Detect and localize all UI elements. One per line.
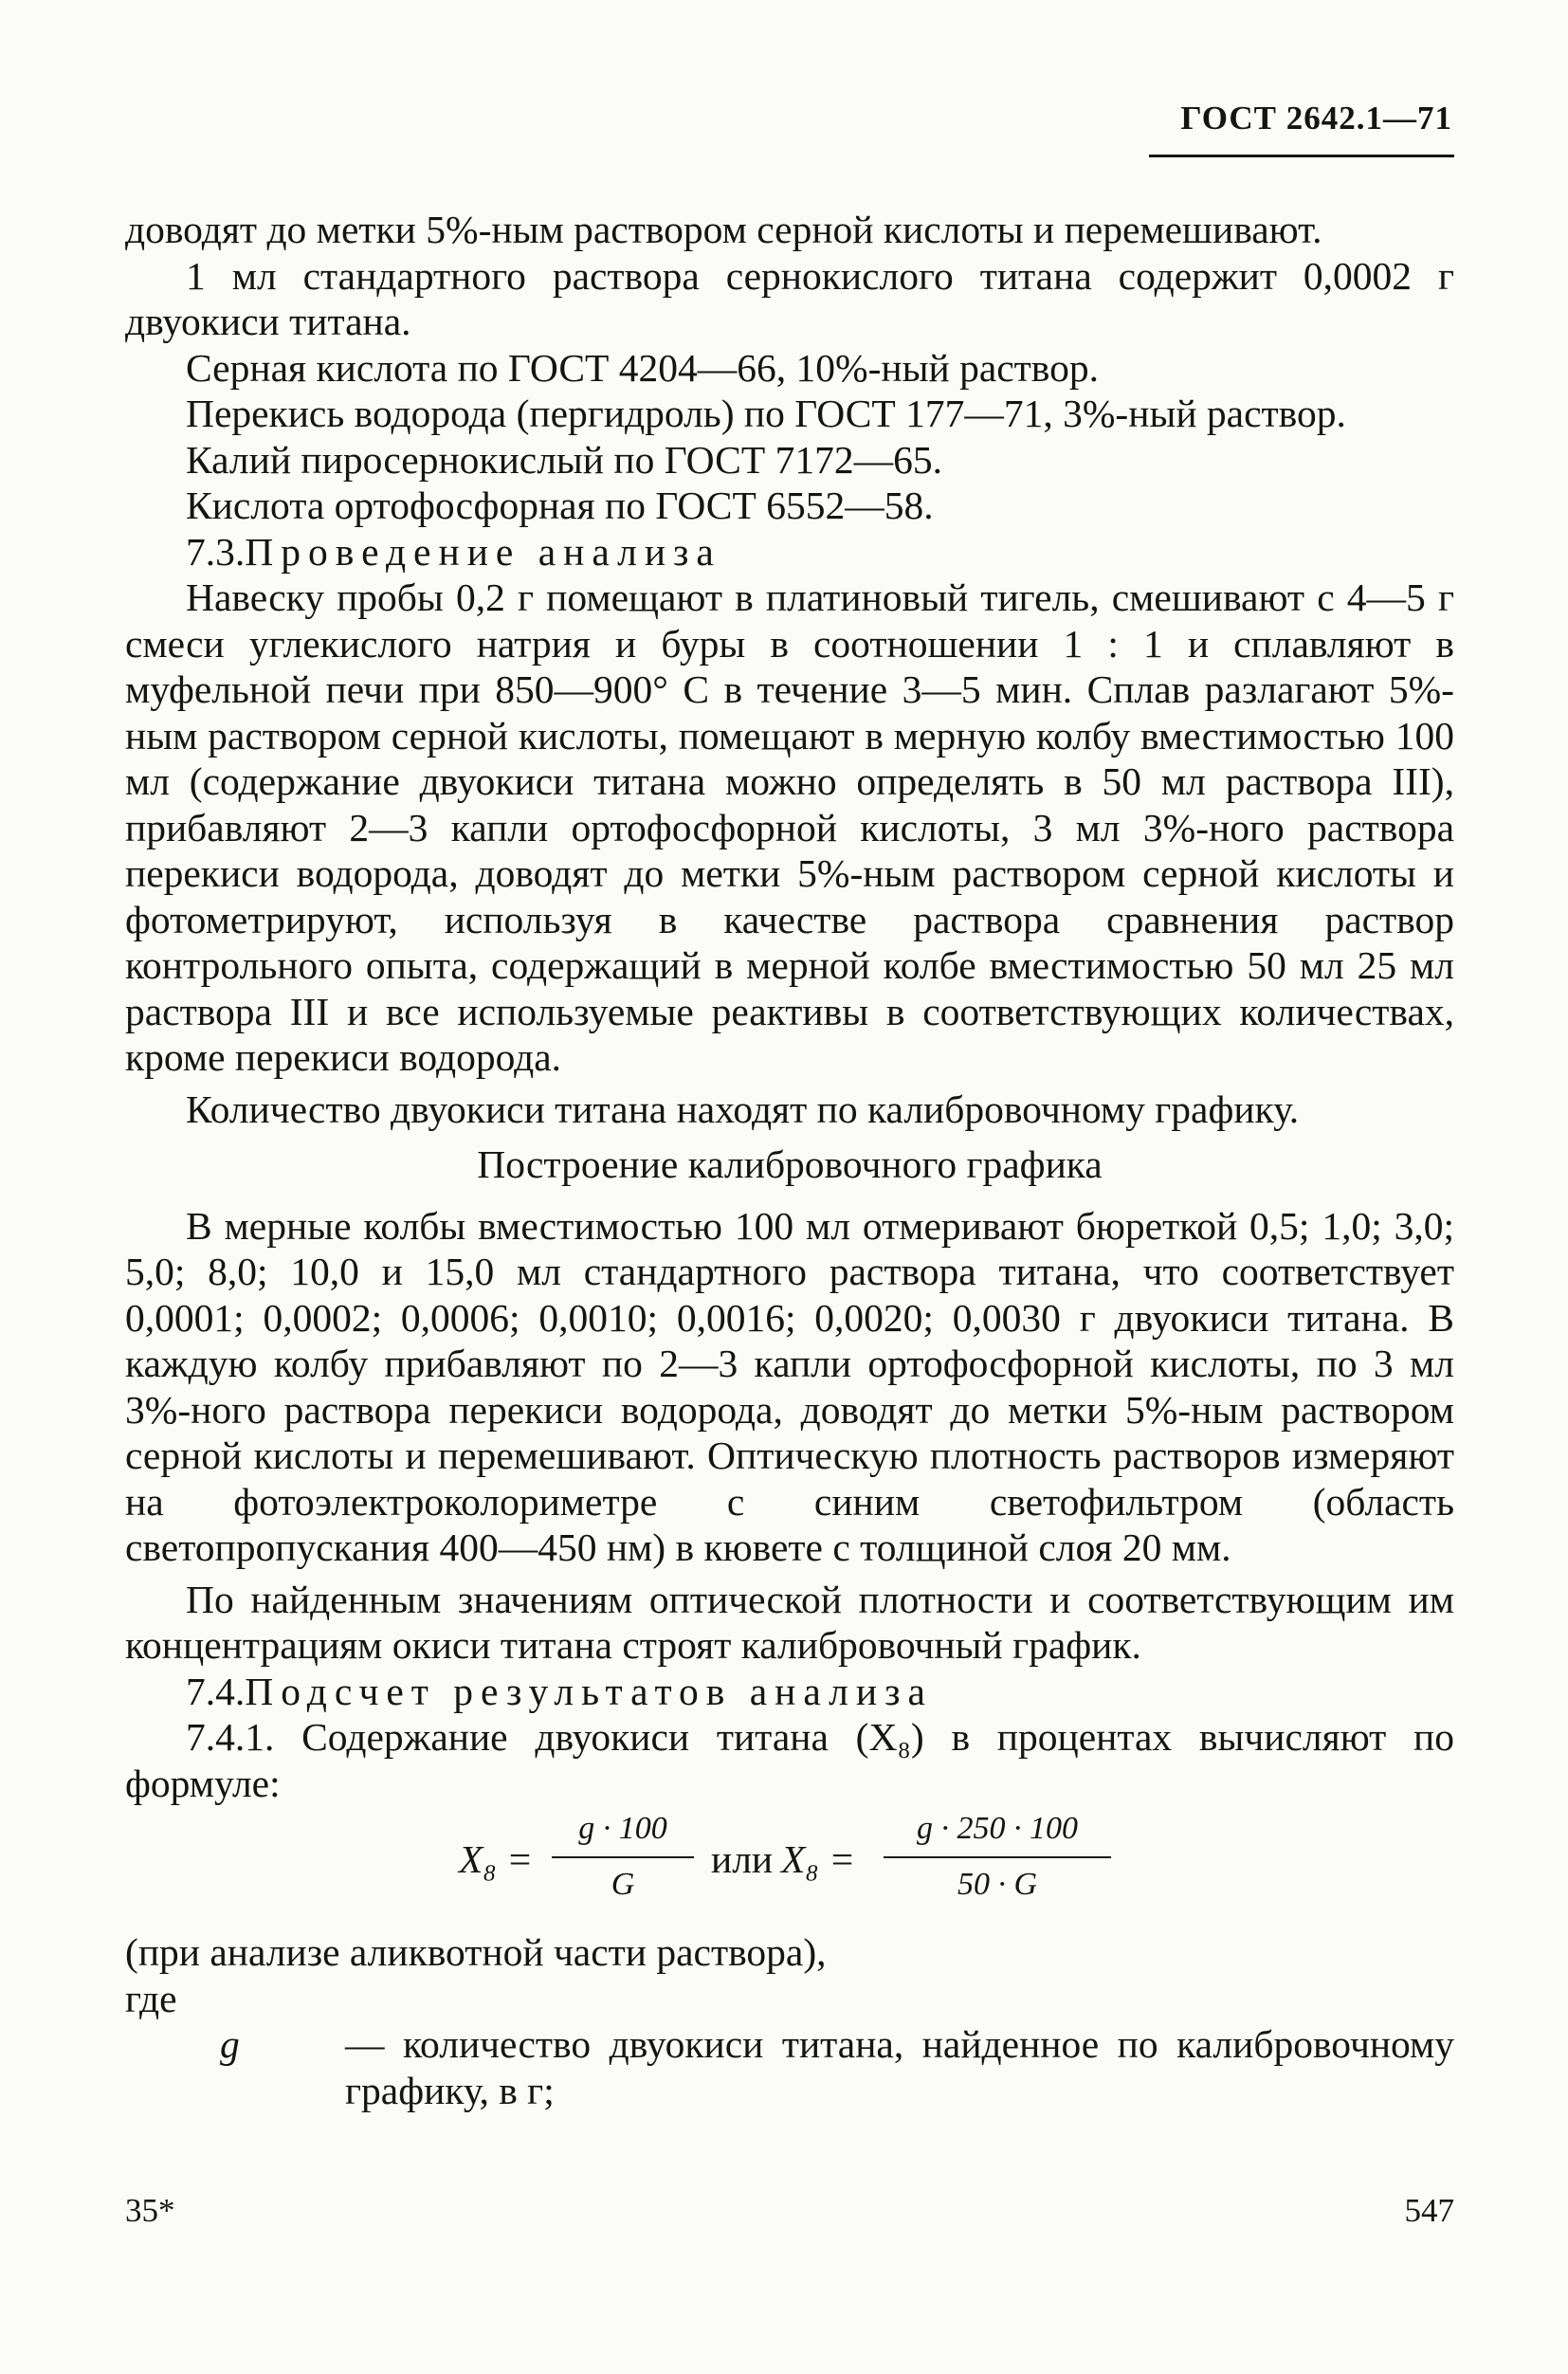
paragraph-quantity: Количество двуокиси титана находят по калибровочному графику. (186, 1087, 1300, 1131)
section-number: 7.4. (186, 1669, 246, 1713)
paragraph-calibration: В мерные колбы вместимостью 100 мл отмеривают бюреткой 0,5; 1,0; 3,0; 5,0; 8,0; 10,0 и 15,0 мл стандартного раствора титана, что соответствует 0,0001; 0,0002; 0,0006; 0,0010; 0,0016; 0,0020; 0,0030 г двуокиси титана. В каждую колбу прибавляют по 2—3 капли ортофосфорной кислоты, по 3 мл 3%-ного раствора перекиси водорода, доводят до метки 5%-ным раствором серной кислоты и перемешивают. Оптическую плотность растворов измеряют на фотоэлектроколориметре с синим светофильтром (область светопропускания 400—450 нм) в кювете с толщиной слоя 20 мм. (125, 1203, 1454, 1569)
body-text (125, 207, 1454, 2113)
section-title: Проведение анализа (245, 529, 721, 574)
page-number: 547 (1404, 2192, 1454, 2229)
fraction-2 (884, 1806, 1111, 1908)
fraction-2-denominator: 50 · G (957, 1866, 1038, 1902)
fraction-1-numerator: g · 100 (552, 1806, 694, 1858)
formula-lhs-1: X₈ = (459, 1837, 534, 1881)
formula (125, 1806, 1454, 1929)
footer-signature-mark: 35* (125, 2192, 175, 2229)
paragraph-7-4-1: 7.4.1. Содержание двуокиси титана (X₈) в процентах вычисляют по формуле: (125, 1715, 1454, 1805)
subheading-calibration: Построение калибровочного графика (477, 1142, 1103, 1186)
fraction-2-numerator: g · 250 · 100 (884, 1806, 1111, 1858)
paragraph-continuation: доводят до метки 5%-ным раствором серной кислоты и перемешивают. (125, 208, 1322, 251)
paragraph-procedure: Навеску пробы 0,2 г помещают в платиновый тигель, смешивают с 4—5 г смеси углекислого натрия и буры в соотношении 1 : 1 и сплавляют в муфельной печи при 850—900° С в течение 3—5 мин. Сплав разлагают 5%-ным раствором серной кислоты, помещают в мерную колбу вместимостью 100 мл (содержание двуокиси титана можно определять в 50 мл раствора III), прибавляют 2—3 капли ортофосфорной кислоты, 3 мл 3%-ного раствора перекиси водорода, доводят до метки 5%-ным раствором серной кислоты и фотометрируют, используя в качестве раствора сравнения раствор контрольного опыта, содержащий в мерной колбе вместимостью 50 мл 25 мл раствора III и все используемые реактивы в соответствующих количествах, кроме перекиси водорода. (125, 575, 1454, 1079)
section-heading-7-4 (125, 1669, 1454, 1715)
reagent-sulfuric-acid: Серная кислота по ГОСТ 4204—66, 10%-ный раствор. (186, 345, 1099, 390)
formula-conjunction: или (711, 1837, 774, 1881)
reagent-potassium-pyrosulfate: Калий пиросернокислый по ГОСТ 7172—65. (186, 437, 942, 482)
section-heading-7-3 (125, 529, 1454, 575)
header-rule (1149, 155, 1454, 157)
standard-code: ГОСТ 2642.1—71 (1180, 100, 1452, 137)
where-label: где (125, 1976, 177, 2020)
paragraph-standard-solution: 1 мл стандартного раствора сернокислого титана содержит 0,0002 г двуокиси титана. (125, 253, 1454, 343)
fraction-1 (552, 1806, 694, 1908)
definition-symbol: g (220, 2022, 240, 2066)
reagent-hydrogen-peroxide: Перекись водорода (пергидроль) по ГОСТ 177—71, 3%-ный раствор. (186, 392, 1346, 435)
formula-lhs-2: X₈ = (781, 1837, 856, 1881)
formula-note: (при анализе аликвотной части раствора), (125, 1930, 827, 1974)
fraction-1-denominator: G (611, 1866, 635, 1902)
reagent-phosphoric-acid: Кислота ортофосфорная по ГОСТ 6552—58. (186, 484, 934, 527)
section-number: 7.3. (186, 529, 246, 574)
paragraph-graph: По найденным значениям оптической плотности и соответствующим им концентрациям окиси титана строят калибровочный график. (125, 1577, 1454, 1667)
section-title: Подсчет результатов анализа (245, 1669, 933, 1713)
definition-text: — количество двуокиси титана, найденное по калибровочному графику, в г; (345, 2022, 1454, 2112)
definition-g (125, 2021, 1454, 2113)
